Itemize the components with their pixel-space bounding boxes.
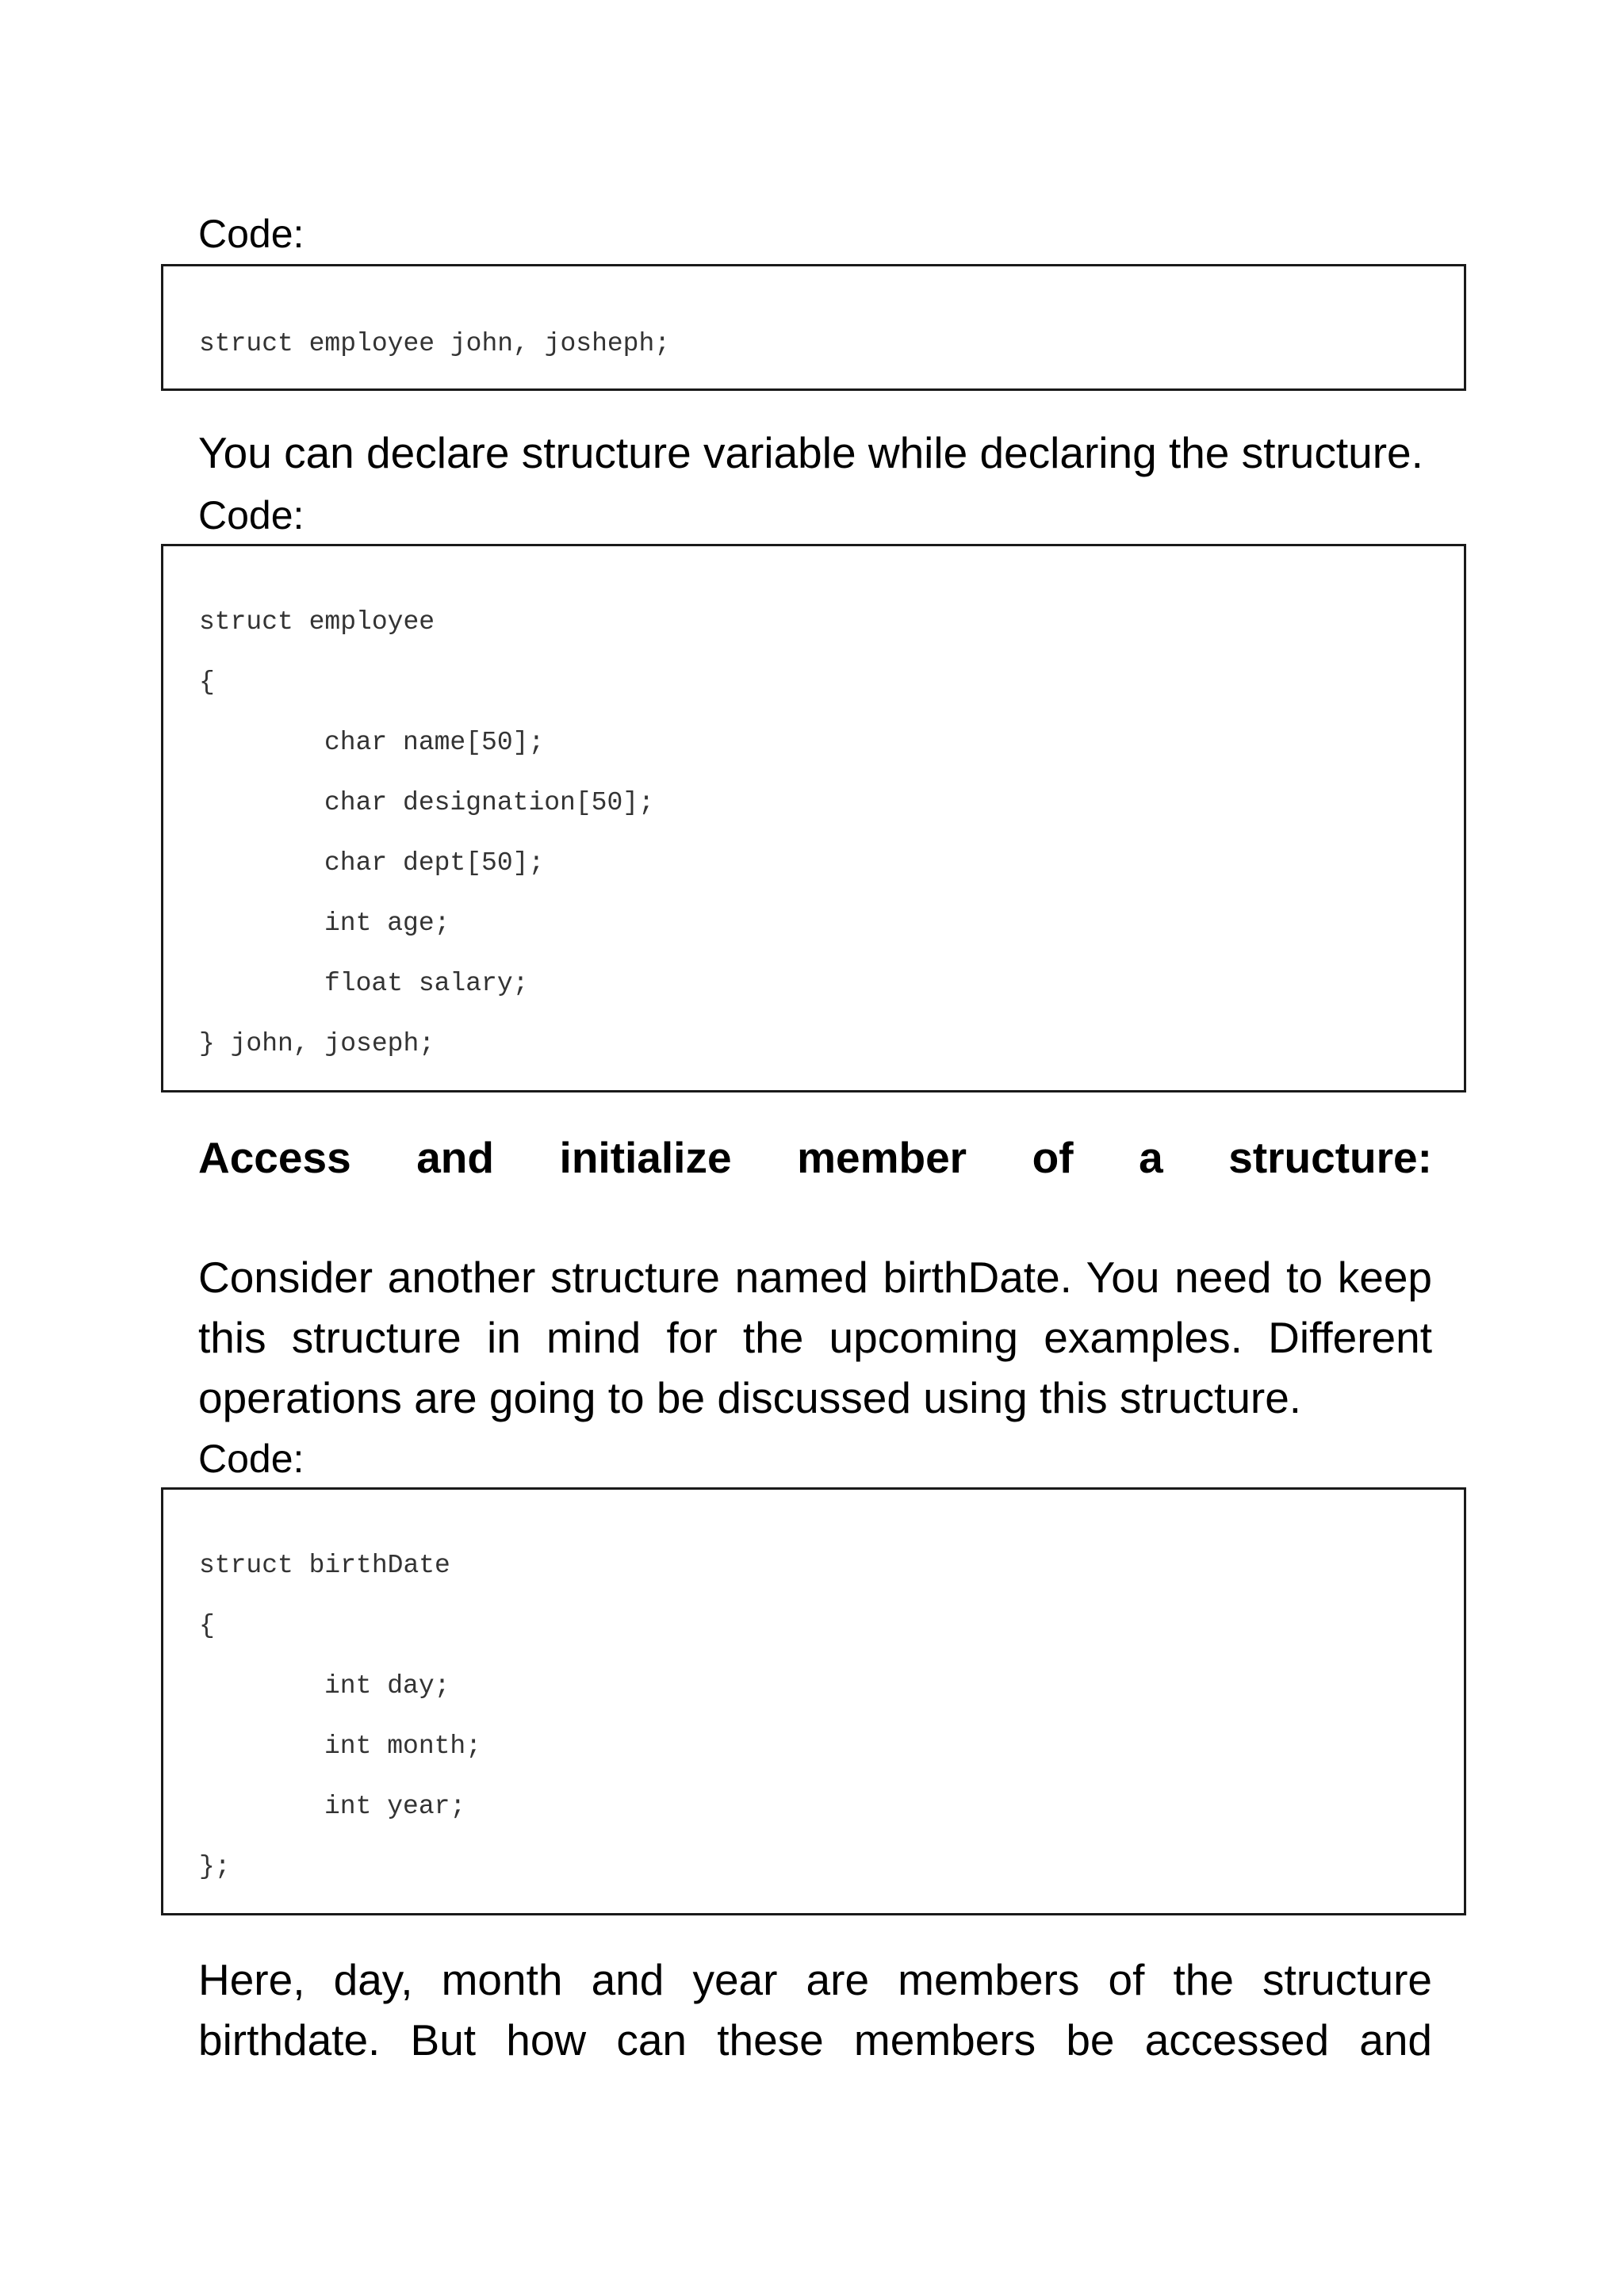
code-line: int age; xyxy=(324,909,450,938)
heading-word: Access xyxy=(198,1133,351,1182)
code-line: int day; xyxy=(324,1671,450,1701)
code-block-employee-struct xyxy=(161,544,1466,1093)
code-line: char dept[50]; xyxy=(324,848,545,878)
paragraph-birthdate-intro xyxy=(198,1247,1432,1428)
code-label: Code: xyxy=(198,212,304,256)
code-line: int month; xyxy=(324,1732,482,1761)
paragraph-line: Here, day, month and year are members of the structure xyxy=(198,1955,1432,2004)
code-line: struct employee xyxy=(199,607,435,637)
code-label: Code: xyxy=(198,493,304,538)
code-line: char designation[50]; xyxy=(324,788,654,817)
heading-word: initialize xyxy=(559,1133,732,1182)
heading-word: of xyxy=(1032,1133,1074,1182)
section-heading xyxy=(198,1130,1432,1185)
paragraph-line: this structure in mind for the upcoming examples. Different xyxy=(198,1313,1432,1362)
code-line: { xyxy=(199,1611,215,1640)
paragraph-members-access xyxy=(198,1950,1432,2070)
code-line: struct employee john, josheph; xyxy=(199,329,671,358)
code-label: Code: xyxy=(198,1437,304,1481)
paragraph-declare-while-declaring xyxy=(198,423,1432,483)
paragraph-line: You can declare structure variable while declaring the structure. xyxy=(198,428,1423,477)
code-line: struct birthDate xyxy=(199,1551,450,1580)
heading-word: and xyxy=(416,1133,494,1182)
paragraph-line: birthdate. But how can these members be accessed and xyxy=(198,2015,1432,2064)
code-line: float salary; xyxy=(324,969,529,998)
paragraph-line: operations are going to be discussed using this structure. xyxy=(198,1373,1302,1422)
code-line: { xyxy=(199,668,215,697)
heading-word: structure: xyxy=(1228,1133,1432,1182)
paragraph-line: Consider another structure named birthDate. You need to keep xyxy=(198,1253,1432,1302)
code-line: char name[50]; xyxy=(324,728,545,757)
heading-word: member xyxy=(797,1133,967,1182)
heading-word: a xyxy=(1139,1133,1163,1182)
code-block-birthdate-struct xyxy=(161,1487,1466,1915)
code-line: } john, joseph; xyxy=(199,1029,435,1058)
code-block-employee-vars xyxy=(161,264,1466,391)
code-line: }; xyxy=(199,1852,231,1881)
code-line: int year; xyxy=(324,1792,466,1821)
